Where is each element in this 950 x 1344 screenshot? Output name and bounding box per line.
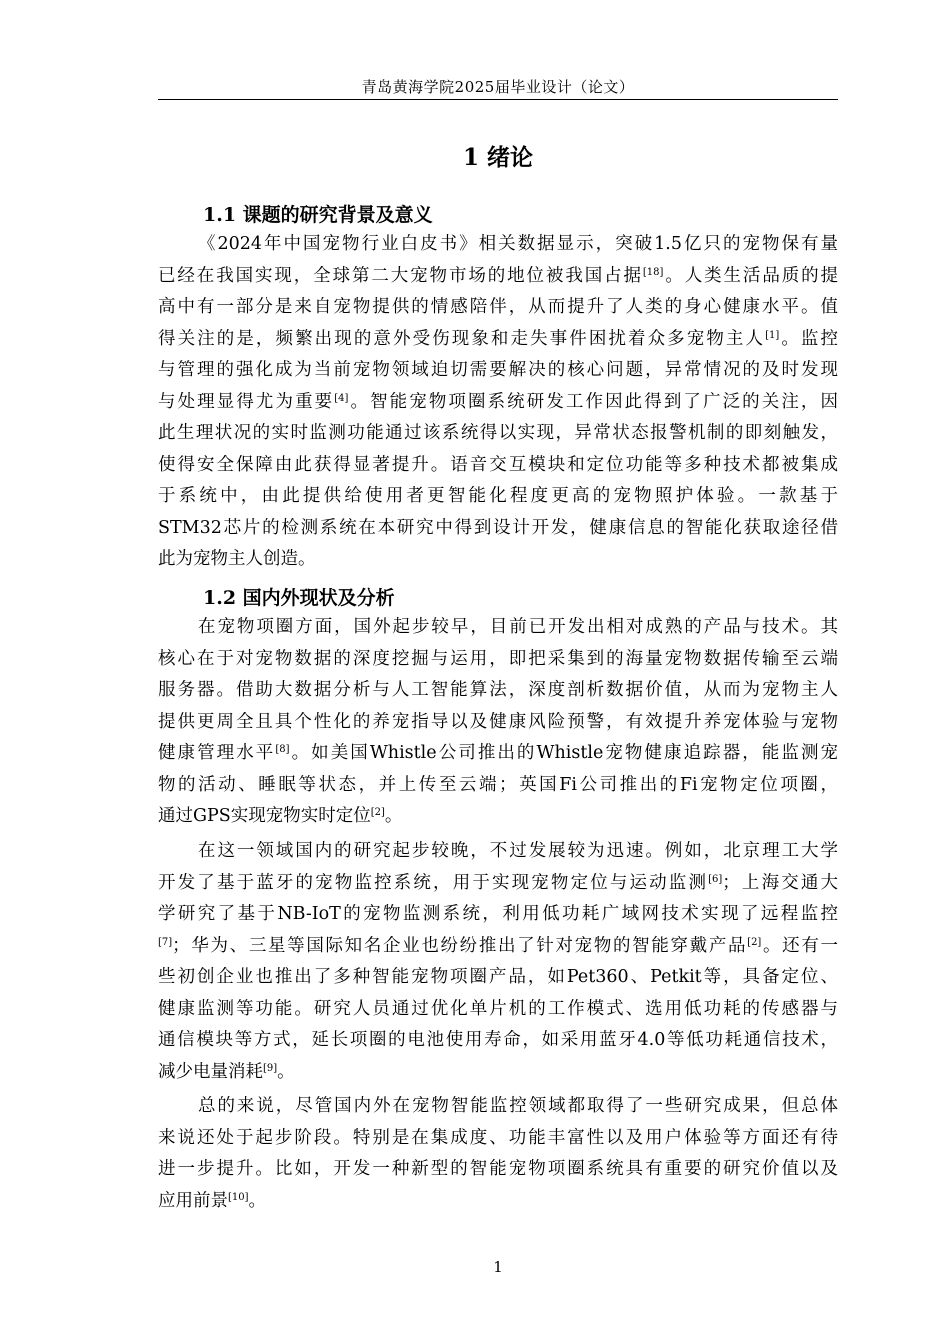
paragraph xyxy=(158,229,838,576)
text-span: 。 xyxy=(248,1190,267,1211)
citation: [10] xyxy=(228,1191,249,1203)
citation: [2] xyxy=(747,936,762,948)
page-number: 1 xyxy=(493,1258,503,1276)
text-span: 与处理显得尤为重要 xyxy=(158,391,335,412)
text-span: 健康监测等功能。研究人员通过优化单片机的工作模式、选用低功耗的传感器与 xyxy=(158,998,838,1019)
text-line xyxy=(158,738,838,770)
text-span: 。智能宠物项圈系统研发工作因此得到了广泛的关注，因 xyxy=(348,391,838,412)
text-line xyxy=(158,931,838,963)
text-line xyxy=(158,292,838,324)
text-span: 此为宠物主人创造。 xyxy=(158,549,316,569)
text-span: 应用前景 xyxy=(158,1190,228,1211)
text-span: 学研究了基于NB-IoT的宠物监测系统，利用低功耗广域网技术实现了远程监控 xyxy=(158,904,838,924)
section-title-1-2: 1.2 国内外现状及分析 xyxy=(203,587,395,609)
text-span: 。 xyxy=(384,806,403,826)
text-line xyxy=(158,481,838,513)
citation: [18] xyxy=(642,266,664,278)
text-span: 高中有一部分是来自宠物提供的情感陪伴，从而提升了人类的身心健康水平。值 xyxy=(158,297,838,317)
text-span: 已经在我国实现，全球第二大宠物市场的地位被我国占据 xyxy=(158,265,643,286)
section-title-1-1: 1.1 课题的研究背景及意义 xyxy=(203,204,433,226)
paragraph xyxy=(158,836,838,1088)
text-span: 减少电量消耗 xyxy=(158,1061,263,1082)
text-line xyxy=(158,261,838,293)
text-line xyxy=(158,962,838,994)
paragraph xyxy=(158,612,838,833)
text-line xyxy=(158,229,838,261)
text-span: 。如美国Whistle公司推出的Whistle宠物健康追踪器，能监测宠 xyxy=(289,743,838,763)
text-span: 使得安全保障由此获得显著提升。语音交互模块和定位功能等多种技术都被集成 xyxy=(158,454,838,475)
text-span: 。监控 xyxy=(779,328,838,349)
text-span: 通过GPS实现宠物实时定位 xyxy=(158,806,371,826)
text-span: 服务器。借助大数据分析与人工智能算法，深度剖析数据价值，从而为宠物主人 xyxy=(158,680,838,700)
text-span: 来说还处于起步阶段。特别是在集成度、功能丰富性以及用户体验等方面还有待 xyxy=(158,1127,838,1148)
text-span: STM32芯片的检测系统在本研究中得到设计开发，健康信息的智能化获取途径借 xyxy=(158,517,838,538)
citation: [6] xyxy=(708,873,723,885)
citation: [7] xyxy=(158,936,173,948)
text-span: ；上海交通大 xyxy=(722,872,839,893)
citation: [4] xyxy=(334,392,349,404)
text-line xyxy=(158,324,838,356)
text-line xyxy=(158,868,838,900)
citation: [8] xyxy=(275,744,290,755)
text-line xyxy=(158,1025,838,1057)
text-span: 此生理状况的实时监测功能通过该系统得以实现，异常状态报警机制的即刻触发， xyxy=(158,423,838,443)
text-line xyxy=(158,644,838,676)
text-span: 于系统中，由此提供给使用者更智能化程度更高的宠物照护体验。一款基于 xyxy=(158,486,838,506)
text-line xyxy=(158,836,838,868)
text-span: 与管理的强化成为当前宠物领域迫切需要解决的核心问题，异常情况的及时发现 xyxy=(158,360,838,380)
text-line xyxy=(158,387,838,419)
citation: [9] xyxy=(263,1062,278,1074)
chapter-title: 1 绪论 xyxy=(462,144,533,171)
header-divider xyxy=(158,99,838,100)
text-line xyxy=(158,355,838,387)
text-span: 物的活动、睡眠等状态，并上传至云端；英国Fi公司推出的Fi宠物定位项圈， xyxy=(158,774,838,795)
text-line xyxy=(158,513,838,545)
text-span: 总的来说，尽管国内外在宠物智能监控领域都取得了一些研究成果，但总体 xyxy=(198,1096,838,1116)
text-span: 在宠物项圈方面，国外起步较早，目前已开发出相对成熟的产品与技术。其 xyxy=(198,617,838,637)
text-span: 。还有一 xyxy=(761,935,839,956)
text-line xyxy=(158,994,838,1026)
text-line xyxy=(158,707,838,739)
text-span: 些初创企业也推出了多种智能宠物项圈产品，如Pet360、Petkit等，具备定位、 xyxy=(158,967,838,987)
text-span: 得关注的是，频繁出现的意外受伤现象和走失事件困扰着众多宠物主人 xyxy=(158,328,766,349)
text-line xyxy=(158,899,838,931)
text-line xyxy=(158,1091,838,1123)
text-line xyxy=(158,801,838,833)
text-span: ；华为、三星等国际知名企业也纷纷推出了针对宠物的智能穿戴产品 xyxy=(172,935,748,956)
text-span: 《2024年中国宠物行业白皮书》相关数据显示，突破1.5亿只的宠物保有量 xyxy=(198,234,838,254)
text-line xyxy=(158,544,838,576)
text-line xyxy=(158,418,838,450)
text-line xyxy=(158,1154,838,1186)
text-line xyxy=(158,450,838,482)
citation: [2] xyxy=(370,807,385,818)
text-line xyxy=(158,1123,838,1155)
text-line xyxy=(158,612,838,644)
text-span: 核心在于对宠物数据的深度挖掘与运用，即把采集到的海量宠物数据传输至云端 xyxy=(158,648,838,669)
text-span: 。 xyxy=(277,1061,295,1082)
text-span: 健康管理水平 xyxy=(158,743,276,763)
text-span: 在这一领域国内的研究起步较晚，不过发展较为迅速。例如，北京理工大学 xyxy=(198,841,838,861)
text-line xyxy=(158,675,838,707)
text-line xyxy=(158,1057,838,1089)
text-span: 通信模块等方式，延长项圈的电池使用寿命，如采用蓝牙4.0等低功耗通信技术， xyxy=(158,1030,838,1050)
citation: [1] xyxy=(765,329,780,341)
text-span: 。人类生活品质的提 xyxy=(663,265,839,286)
text-line xyxy=(158,770,838,802)
paragraph xyxy=(158,1091,838,1217)
text-line xyxy=(158,1186,838,1218)
text-span: 开发了基于蓝牙的宠物监控系统，用于实现宠物定位与运动监测 xyxy=(158,872,709,893)
page-header: 青岛黄海学院2025届毕业设计（论文） xyxy=(361,78,635,96)
text-span: 进一步提升。比如，开发一种新型的智能宠物项圈系统具有重要的研究价值以及 xyxy=(158,1159,838,1179)
text-span: 提供更周全且具个性化的养宠指导以及健康风险预警，有效提升养宠体验与宠物 xyxy=(158,711,838,732)
